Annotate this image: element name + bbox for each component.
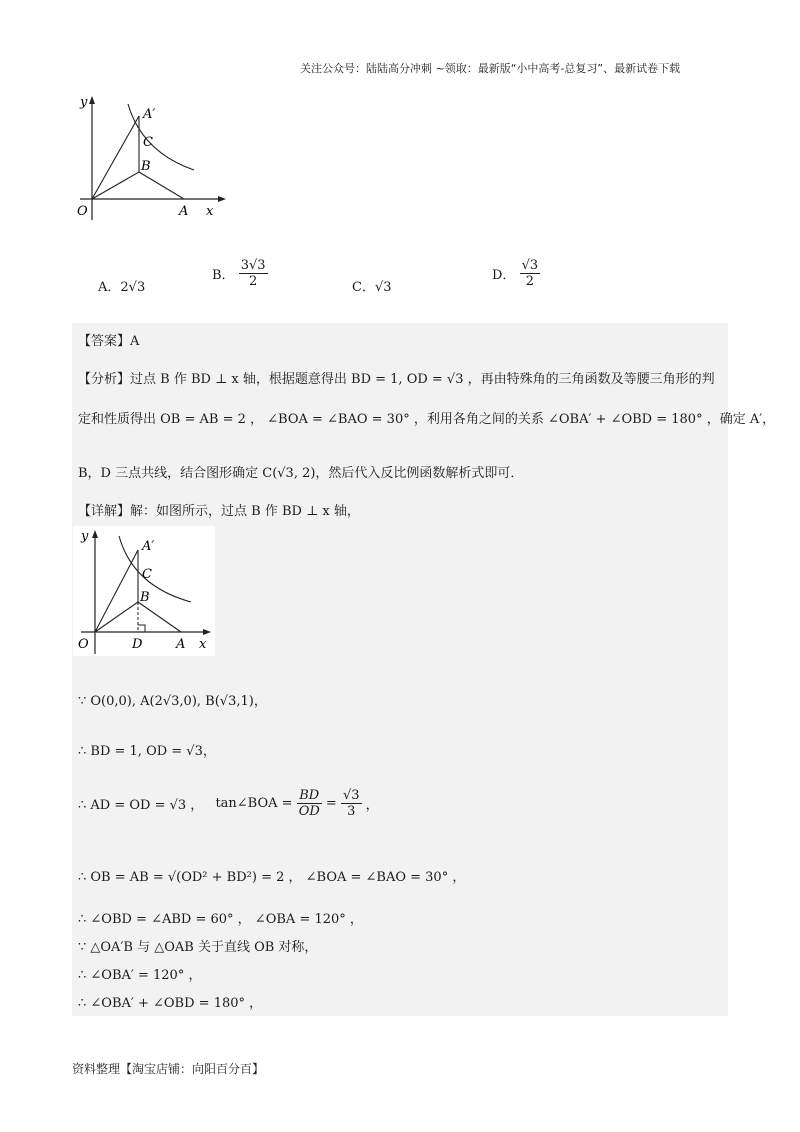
detail-step-7: ∴ ∠OBA′ = 120° ， — [78, 968, 202, 983]
y-axis-arrow — [92, 530, 98, 538]
label-x: x — [206, 204, 214, 219]
answer-line: 【答案】A — [78, 334, 140, 349]
figure-with-point-d — [73, 526, 215, 656]
segment-oa-prime — [92, 116, 139, 199]
option-d[interactable]: D． $\frac{√3}{2}$ — [492, 258, 539, 289]
analysis-line-3: B，D 三点共线，结合图形确定 C(√3, 2)，然后代入反比例函数解析式即可． — [78, 466, 524, 481]
label-b: B — [141, 159, 151, 174]
analysis-line-1: 【分析】过点 B 作 BD ⊥ x 轴，根据题意得出 BD = 1, OD = √3 ，再由特殊角的三角函数及等腰三角形的判 — [78, 372, 715, 387]
fraction-bd-od: $\frac{BD}{OD}$ — [298, 788, 320, 819]
detail-intro: 【详解】解：如图所示，过点 B 作 BD ⊥ x 轴， — [78, 504, 360, 519]
label-d: D — [132, 637, 143, 652]
detail-step-4: ∴ OB = AB = √(OD² + BD²) = 2 ， ∠BOA = ∠BAO = 30° ， — [78, 870, 466, 885]
label-a: A — [179, 204, 189, 219]
segment-ob — [95, 602, 138, 632]
detail-step-1: ∵ O(0,0), A(2√3,0), B(√3,1)， — [78, 694, 267, 709]
label-o: O — [77, 204, 88, 219]
label-y: y — [80, 95, 88, 110]
option-a[interactable]: A．2√3 — [98, 280, 146, 295]
page-header: 关注公众号：陆陆高分冲刺 ~领取：最新版“小中高考-总复习”、最新试卷下载 — [300, 62, 681, 75]
hyperbola-curve — [128, 104, 194, 170]
hyperbola-curve — [119, 536, 191, 602]
label-o: O — [78, 637, 89, 652]
detail-step-2: ∴ BD = 1, OD = √3， — [78, 744, 216, 759]
detail-step-8: ∴ ∠OBA′ + ∠OBD = 180° ， — [78, 996, 263, 1011]
label-a-prime: A′ — [142, 539, 155, 554]
segment-ba — [138, 602, 181, 632]
right-angle-mark — [138, 625, 145, 632]
analysis-line-2: 定和性质得出 OB = AB = 2 ， ∠BOA = ∠BAO = 30° ，利用各角之间的关系 ∠OBA′ + ∠OBD = 180° ，确定 A′， — [78, 412, 776, 427]
figure-coordinate-graph — [70, 92, 230, 222]
label-c: C — [143, 135, 153, 150]
segment-oa-prime — [95, 550, 138, 632]
label-a-prime: A′ — [143, 107, 156, 122]
option-b[interactable]: B． $\frac{3√3}{2}$ — [212, 258, 266, 289]
label-c: C — [142, 567, 152, 582]
segment-ba — [139, 172, 184, 199]
label-a: A — [176, 637, 186, 652]
detail-step-3: ∴ AD = OD = √3 ， tan∠BOA = $\frac{BD}{OD}$ = $\frac{√3}{3}$ ， — [78, 788, 379, 819]
label-x: x — [199, 637, 207, 652]
y-axis-arrow — [89, 96, 95, 104]
label-y: y — [81, 529, 89, 544]
detail-step-6: ∵ △OA′B 与 △OAB 关于直线 OB 对称， — [78, 940, 318, 955]
detail-step-5: ∴ ∠OBD = ∠ABD = 60° ， ∠OBA = 120° ， — [78, 912, 363, 927]
option-b-fraction: $\frac{3√3}{2}$ — [240, 258, 266, 289]
option-c[interactable]: C．√3 — [352, 280, 392, 295]
x-axis-arrow — [203, 629, 211, 635]
fraction-sqrt3-3: $\frac{√3}{3}$ — [342, 788, 360, 819]
label-b: B — [140, 590, 150, 605]
option-d-fraction: $\frac{√3}{2}$ — [521, 258, 539, 289]
x-axis-arrow — [218, 196, 226, 202]
page-footer: 资料整理【淘宝店铺：向阳百分百】 — [72, 1062, 265, 1076]
